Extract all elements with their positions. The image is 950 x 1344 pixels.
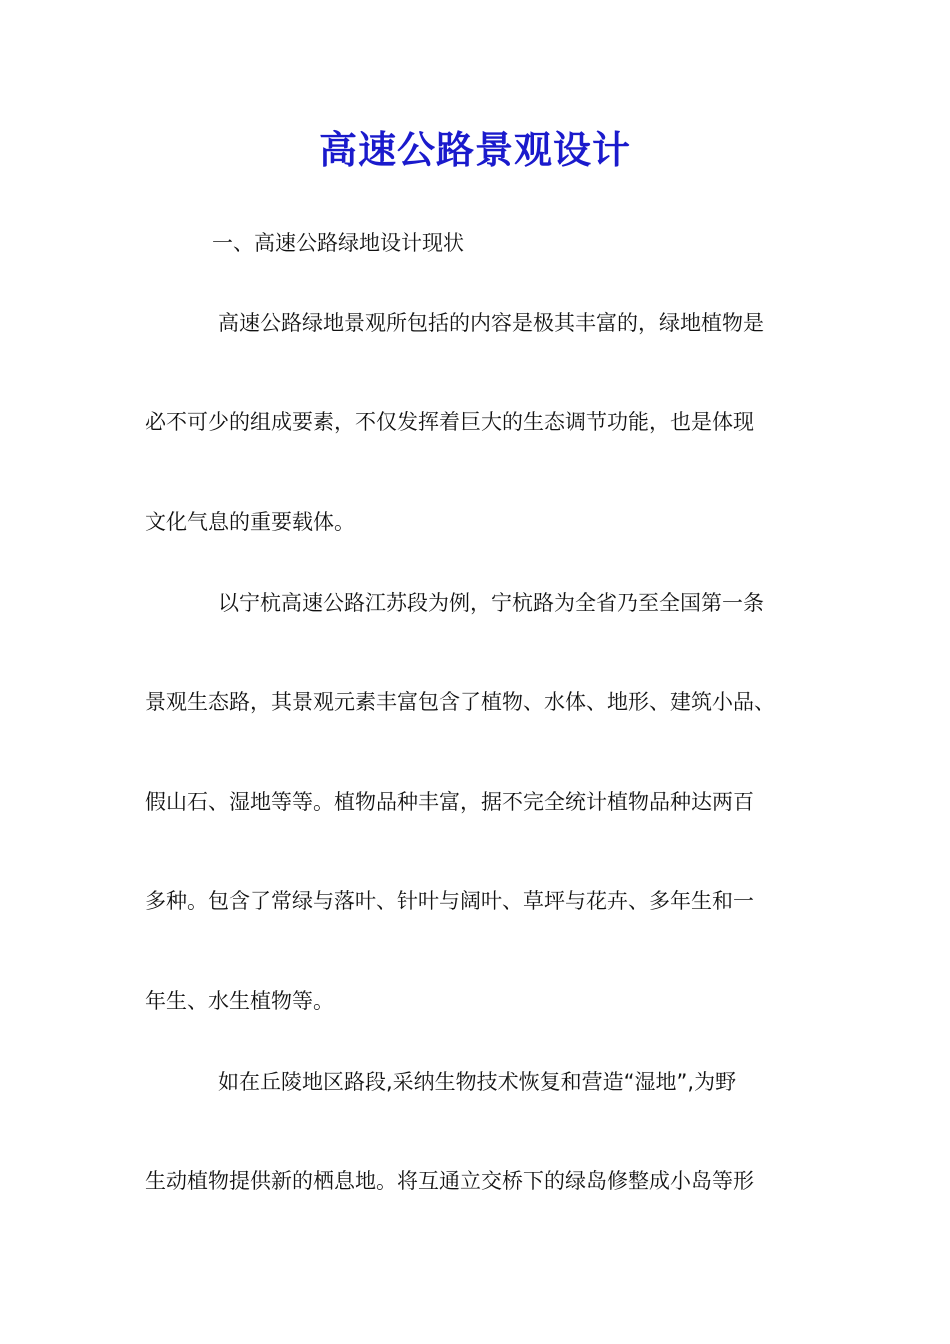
paragraph-2-line-4: 多种。包含了常绿与落叶、针叶与阔叶、草坪与花卉、多年生和一 <box>145 889 754 913</box>
paragraph-2-line-2: 景观生态路，其景观元素丰富包含了植物、水体、地形、建筑小品、 <box>145 690 775 714</box>
paragraph-1-line-1: 高速公路绿地景观所包括的内容是极其丰富的，绿地植物是 <box>218 311 764 335</box>
paragraph-1-line-3: 文化气息的重要载体。 <box>145 510 355 534</box>
section-heading: 一、高速公路绿地设计现状 <box>212 231 464 255</box>
paragraph-3-line-2: 生动植物提供新的栖息地。将互通立交桥下的绿岛修整成小岛等形 <box>145 1169 754 1193</box>
paragraph-3-line-1: 如在丘陵地区路段,采纳生物技术恢复和营造“湿地”,为野 <box>218 1070 737 1094</box>
paragraph-2-line-5: 年生、水生植物等。 <box>145 989 334 1013</box>
paragraph-2-line-1: 以宁杭高速公路江苏段为例，宁杭路为全省乃至全国第一条 <box>218 591 764 615</box>
paragraph-2-line-3: 假山石、湿地等等。植物品种丰富，据不完全统计植物品种达两百 <box>145 790 754 814</box>
document-title: 高速公路景观设计 <box>318 127 631 172</box>
paragraph-1-line-2: 必不可少的组成要素，不仅发挥着巨大的生态调节功能，也是体现 <box>145 410 754 434</box>
